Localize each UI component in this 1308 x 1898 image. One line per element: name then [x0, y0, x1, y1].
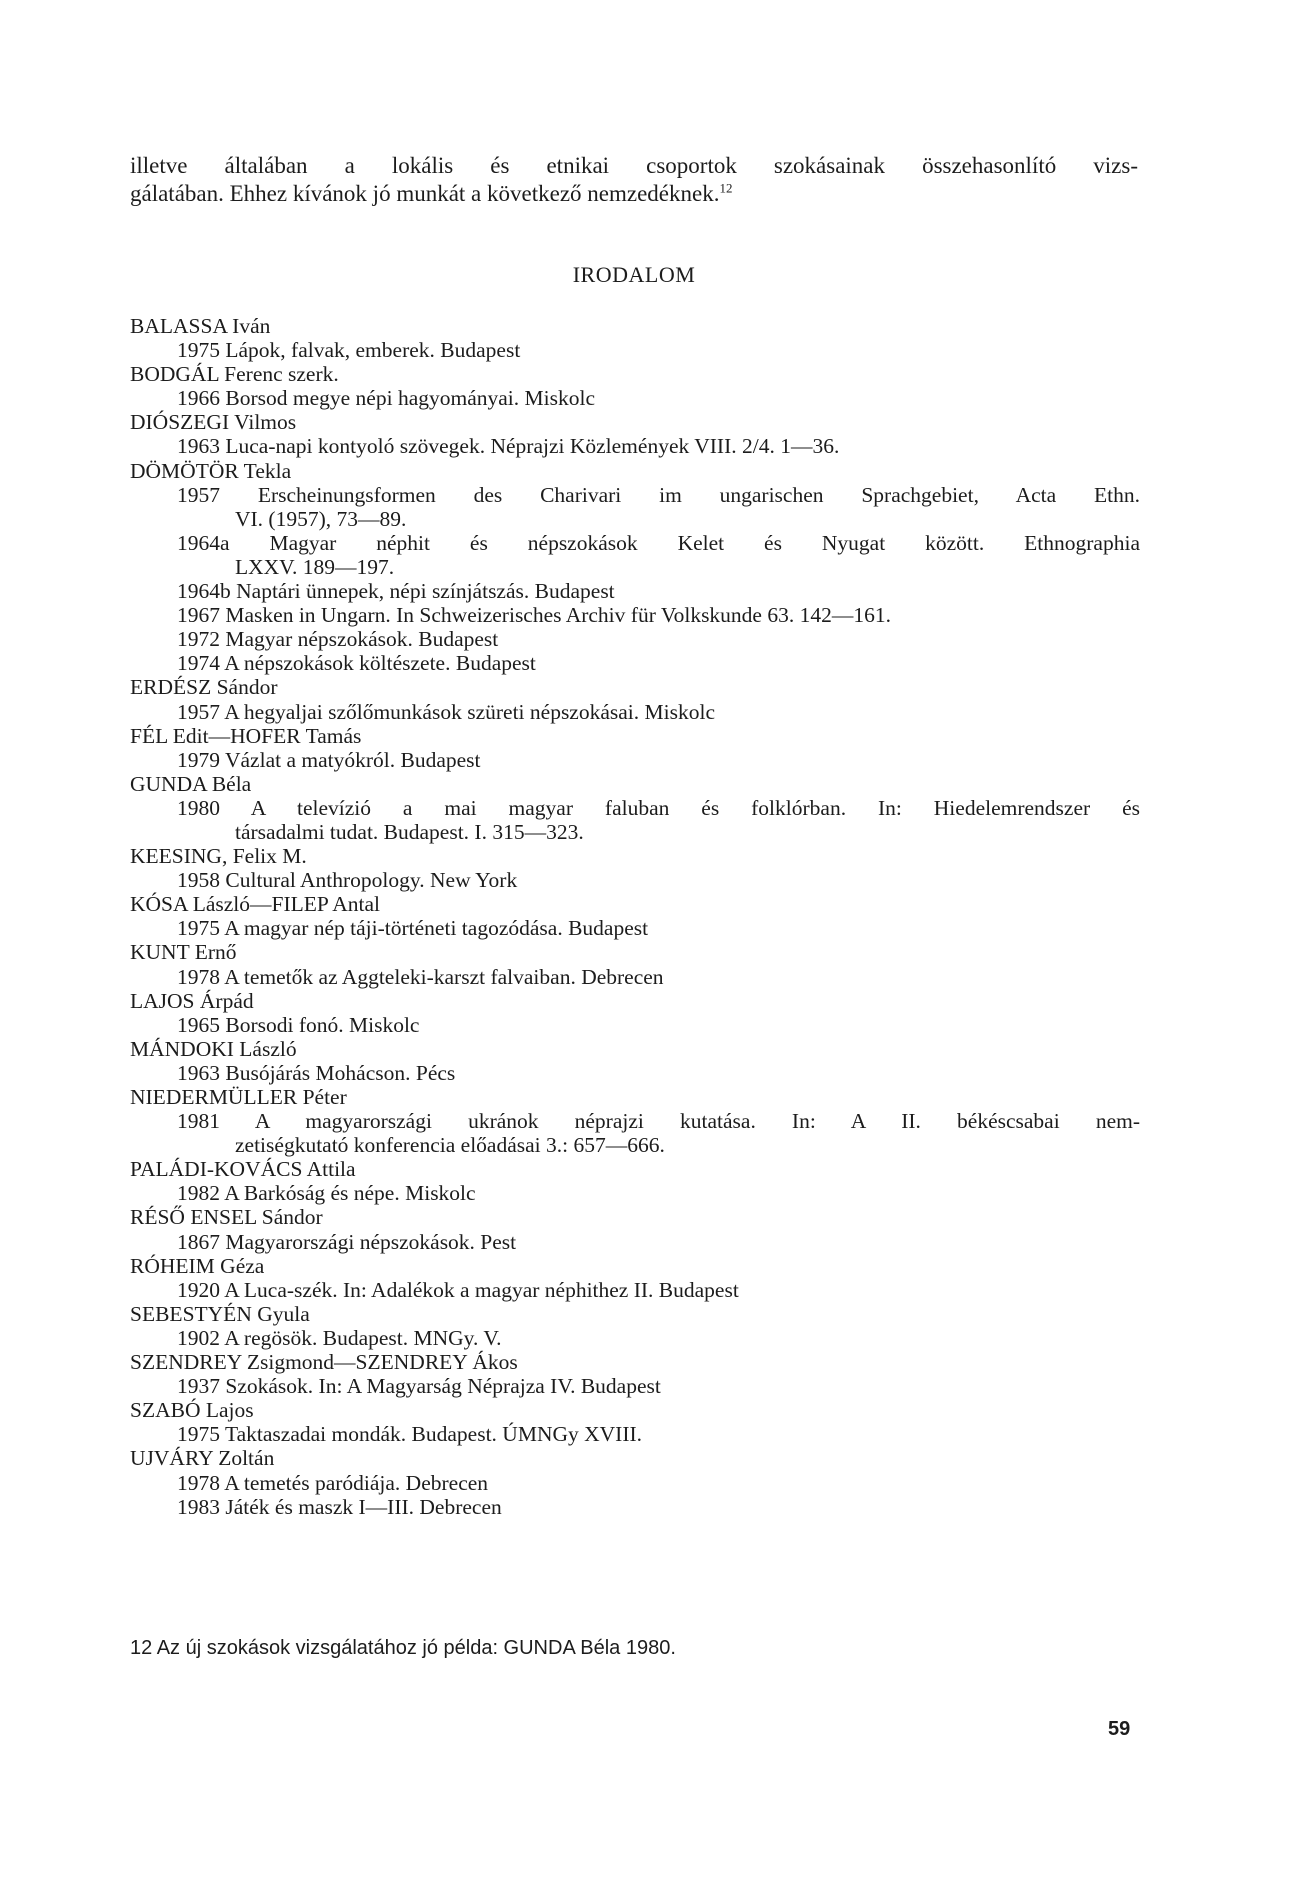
bibliography-work-continuation: LXXV. 189—197. — [235, 554, 395, 579]
bibliography-author: GUNDA Béla — [130, 771, 252, 796]
bibliography-author: NIEDERMÜLLER Péter — [130, 1085, 347, 1109]
bibliography-work — [130, 531, 1140, 579]
bibliography-author: SEBESTYÉN Gyula — [130, 1301, 310, 1326]
intro-line-1: illetve általában a lokális és etnikai csoportok szokásainak összehasonlító vizs- — [130, 153, 1138, 178]
bibliography-work: 1967 Masken in Ungarn. In Schweizerisches Archiv für Volkskunde 63. 142—161. — [177, 603, 891, 628]
bibliography-work: 1867 Magyarországi népszokások. Pest — [177, 1229, 517, 1254]
page-number: 59 — [1108, 1718, 1131, 1740]
bibliography-work-continuation: zetiségkutató konferencia előadásai 3.: 657—666. — [235, 1133, 665, 1158]
bibliography-author: SZENDREY Zsigmond—SZENDREY Ákos — [130, 1350, 518, 1375]
bibliography-work: 1958 Cultural Anthropology. New York — [177, 868, 518, 893]
bibliography-work: 1975 A magyar nép táji-történeti tagozódása. Budapest — [177, 916, 649, 941]
bibliography-work: 1902 A regösök. Budapest. MNGy. V. — [177, 1325, 502, 1350]
bibliography-work: 1975 Taktaszadai mondák. Budapest. ÚMNGy XVIII. — [177, 1422, 643, 1447]
footnote-reference: 12 — [719, 180, 733, 196]
bibliography-work: 1964b Naptári ünnepek, népi színjátszás. Budapest — [177, 579, 615, 604]
bibliography-author: MÁNDOKI László — [130, 1036, 297, 1061]
bibliography-list — [130, 314, 1140, 1519]
bibliography-work: 1937 Szokások. In: A Magyarság Néprajza IV. Budapest — [177, 1374, 661, 1399]
bibliography-author: DIÓSZEGI Vilmos — [130, 410, 297, 435]
bibliography-work: 1920 A Luca-szék. In: Adalékok a magyar néphithez II. Budapest — [177, 1277, 739, 1302]
bibliography-work-text: 1957 Erscheinungsformen des Charivari im ungarischen Sprachgebiet, Acta Ethn. — [177, 482, 1140, 507]
bibliography-work — [130, 483, 1140, 531]
bibliography-work: 1975 Lápok, falvak, emberek. Budapest — [177, 338, 521, 363]
bibliography-work: 1965 Borsodi fonó. Miskolc — [177, 1012, 420, 1037]
bibliography-work-text: 1980 A televízió a mai magyar faluban és folklórban. In: Hiedelemrendszer és — [177, 795, 1140, 820]
bibliography-author: KUNT Ernő — [130, 940, 237, 965]
bibliography-work-text: 1981 A magyarországi ukránok néprajzi kutatása. In: A II. békéscsabai nem- — [177, 1109, 1140, 1134]
bibliography-author: LAJOS Árpád — [130, 988, 254, 1013]
bibliography-author: KEESING, Felix M. — [130, 844, 307, 869]
bibliography-work: 1957 A hegyaljai szőlőmunkások szüreti népszokásai. Miskolc — [177, 699, 716, 724]
bibliography-author: ERDÉSZ Sándor — [130, 675, 278, 700]
bibliography-work-text: 1964a Magyar néphit és népszokások Kelet és Nyugat között. Ethnographia — [177, 530, 1140, 555]
bibliography-work: 1966 Borsod megye népi hagyományai. Miskolc — [177, 386, 595, 411]
bibliography-work: 1972 Magyar népszokások. Budapest — [177, 627, 499, 652]
bibliography-work: 1983 Játék és maszk I—III. Debrecen — [177, 1494, 502, 1519]
bibliography-author: SZABÓ Lajos — [130, 1398, 254, 1423]
bibliography-author: BODGÁL Ferenc szerk. — [130, 362, 339, 387]
footnote: 12 Az új szokások vizsgálatához jó példa: GUNDA Béla 1980. — [130, 1637, 676, 1659]
bibliography-work-continuation: társadalmi tudat. Budapest. I. 315—323. — [235, 819, 584, 844]
bibliography-work — [130, 796, 1140, 844]
intro-line-2 — [130, 180, 1138, 208]
bibliography-author: DÖMÖTÖR Tekla — [130, 458, 292, 483]
intro-line-2-text: gálatában. Ehhez kívánok jó munkát a következő nemzedéknek. — [130, 181, 720, 206]
bibliography-author: BALASSA Iván — [130, 314, 271, 338]
bibliography-author: RÉSŐ ENSEL Sándor — [130, 1205, 323, 1230]
bibliography-author: FÉL Edit—HOFER Tamás — [130, 723, 362, 748]
bibliography-author: RÓHEIM Géza — [130, 1253, 265, 1278]
bibliography-work — [130, 1109, 1140, 1157]
bibliography-work: 1963 Busójárás Mohácson. Pécs — [177, 1060, 456, 1085]
bibliography-work: 1978 A temetés paródiája. Debrecen — [177, 1470, 489, 1495]
intro-paragraph — [130, 152, 1138, 208]
bibliography-work: 1963 Luca-napi kontyoló szövegek. Néprajzi Közlemények VIII. 2/4. 1—36. — [177, 434, 840, 459]
bibliography-author: KÓSA László—FILEP Antal — [130, 892, 381, 917]
bibliography-work: 1974 A népszokások költészete. Budapest — [177, 651, 536, 676]
bibliography-work-continuation: VI. (1957), 73—89. — [235, 506, 407, 531]
bibliography-author: PALÁDI-KOVÁCS Attila — [130, 1157, 356, 1182]
bibliography-work: 1979 Vázlat a matyókról. Budapest — [177, 747, 481, 772]
bibliography-work: 1982 A Barkóság és népe. Miskolc — [177, 1181, 476, 1206]
section-title: IRODALOM — [572, 262, 696, 287]
bibliography-work: 1978 A temetők az Aggteleki-karszt falvaiban. Debrecen — [177, 964, 664, 989]
bibliography-author: UJVÁRY Zoltán — [130, 1446, 275, 1471]
